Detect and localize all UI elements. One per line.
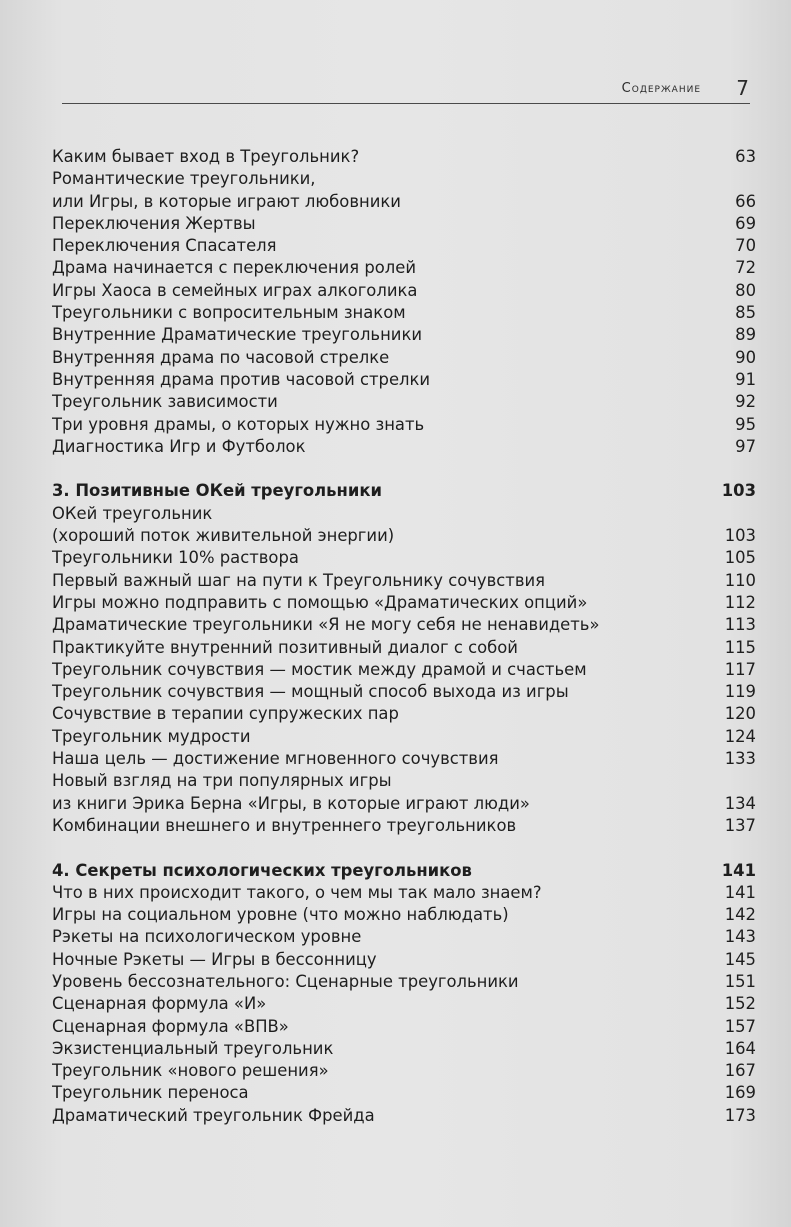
toc-entry-page: 91 (735, 369, 756, 389)
toc-entry-title: Треугольник мудрости (52, 726, 251, 746)
toc-entry-title: Наша цель — достижение мгновенного сочувствия (52, 749, 499, 769)
toc-chapter-heading (52, 480, 756, 502)
toc-entry-page: 142 (724, 905, 756, 925)
toc-entry (52, 1060, 756, 1082)
toc-entry-title: Ночные Рэкеты — Игры в бессонницу (52, 949, 377, 969)
toc-entry (52, 547, 756, 569)
toc-entry-title: Треугольник сочувствия — мостик между драмой и счастьем (52, 659, 587, 679)
toc-entry-page: 105 (724, 548, 756, 568)
toc-entry-title: Треугольник переноса (52, 1083, 249, 1103)
toc-entry-title: Треугольник «нового решения» (52, 1061, 329, 1081)
toc-entry (52, 703, 756, 725)
toc-entry (52, 168, 756, 190)
toc-entry (52, 436, 756, 458)
toc-entry-title: Треугольник сочувствия — мощный способ выхода из игры (52, 682, 569, 702)
toc-entry-title: Рэкеты на психологическом уровне (52, 927, 362, 947)
section-gap (52, 458, 756, 480)
toc-entry (52, 637, 756, 659)
toc-entry-page: 143 (724, 927, 756, 947)
toc-entry-title: Драматические треугольники «Я не могу себя не ненавидеть» (52, 615, 600, 635)
toc-entry-title: Три уровня драмы, о которых нужно знать (52, 414, 425, 434)
toc-entry-title: Треугольники 10% раствора (52, 548, 299, 568)
toc-entry-title: Треугольник зависимости (52, 392, 278, 412)
toc-entry (52, 1105, 756, 1127)
toc-entry-page: 115 (724, 637, 756, 657)
toc-entry-page: 110 (724, 570, 756, 590)
toc-entry-page: 95 (735, 414, 756, 434)
toc-entry-title: Игры на социальном уровне (что можно наблюдать) (52, 905, 509, 925)
toc-entry (52, 280, 756, 302)
toc-entry (52, 592, 756, 614)
toc-entry-page: 120 (724, 704, 756, 724)
page-header (0, 0, 791, 110)
toc-entry-page: 151 (724, 971, 756, 991)
toc-entry-page: 152 (724, 994, 756, 1014)
table-of-contents (52, 146, 756, 1127)
toc-entry (52, 302, 756, 324)
toc-entry-page: 134 (724, 793, 756, 813)
toc-entry-page: 137 (724, 815, 756, 835)
toc-entry (52, 770, 756, 792)
toc-entry-title: Драматический треугольник Фрейда (52, 1105, 375, 1125)
toc-entry (52, 904, 756, 926)
toc-entry-page: 157 (724, 1016, 756, 1036)
toc-entry (52, 993, 756, 1015)
running-head: Содержание (621, 81, 701, 96)
toc-chapter-page: 103 (721, 481, 756, 501)
toc-entry (52, 793, 756, 815)
toc-entry-page: 124 (724, 726, 756, 746)
toc-entry-page: 89 (735, 325, 756, 345)
toc-entry (52, 191, 756, 213)
toc-entry-page: 92 (735, 392, 756, 412)
header-rule (62, 103, 750, 104)
toc-entry-page: 141 (724, 882, 756, 902)
toc-entry (52, 726, 756, 748)
toc-entry-page: 117 (724, 659, 756, 679)
toc-entry-title: Уровень бессознательного: Сценарные треугольники (52, 971, 519, 991)
toc-entry-title: Каким бывает вход в Треугольник? (52, 147, 360, 166)
toc-entry (52, 949, 756, 971)
toc-entry-page: 80 (735, 280, 756, 300)
toc-entry (52, 1038, 756, 1060)
toc-entry-page: 112 (724, 592, 756, 612)
toc-entry (52, 1082, 756, 1104)
toc-entry (52, 235, 756, 257)
toc-entry-page: 103 (724, 526, 756, 546)
page-number: 7 (736, 76, 749, 100)
toc-entry-title: Практикуйте внутренний позитивный диалог с собой (52, 637, 518, 657)
toc-entry-page: 70 (735, 236, 756, 256)
toc-chapter-title: 4. Секреты психологических треугольников (52, 860, 472, 880)
toc-entry (52, 369, 756, 391)
toc-entry-page: 66 (735, 191, 756, 211)
toc-entry-title: Что в них происходит такого, о чем мы так мало знаем? (52, 882, 542, 902)
toc-entry (52, 748, 756, 770)
toc-entry-title: Комбинации внешнего и внутреннего треугольников (52, 815, 517, 835)
toc-entry (52, 1016, 756, 1038)
toc-entry-page: 97 (735, 436, 756, 456)
toc-entry (52, 815, 756, 837)
toc-entry (52, 257, 756, 279)
toc-entry-title: Внутренние Драматические треугольники (52, 325, 422, 345)
toc-entry-title: Внутренняя драма против часовой стрелки (52, 369, 431, 389)
toc-entry-page: 145 (724, 949, 756, 969)
toc-entry-title: Экзистенциальный треугольник (52, 1038, 334, 1058)
toc-entry-title: (хороший поток живительной энергии) (52, 526, 395, 546)
toc-entry (52, 681, 756, 703)
toc-entry-page: 164 (724, 1038, 756, 1058)
toc-entry-title: Внутренняя драма по часовой стрелке (52, 347, 390, 367)
toc-entry-title: Сценарная формула «ВПВ» (52, 1016, 289, 1036)
toc-entry (52, 213, 756, 235)
toc-entry (52, 882, 756, 904)
toc-chapter-page: 141 (721, 860, 756, 880)
toc-entry-title: Игры можно подправить с помощью «Драматических опций» (52, 592, 588, 612)
toc-entry-page: 85 (735, 303, 756, 323)
toc-entry-title: Переключения Жертвы (52, 213, 256, 233)
toc-entry-page: 90 (735, 347, 756, 367)
toc-entry-title: Романтические треугольники, (52, 169, 316, 189)
toc-entry (52, 926, 756, 948)
toc-entry (52, 503, 756, 525)
toc-chapter-title: 3. Позитивные ОКей треугольники (52, 481, 382, 501)
toc-entry-title: Сценарная формула «И» (52, 994, 267, 1014)
toc-entry (52, 659, 756, 681)
toc-entry (52, 570, 756, 592)
toc-entry (52, 414, 756, 436)
toc-entry (52, 614, 756, 636)
toc-entry-page: 119 (724, 682, 756, 702)
toc-entry-page: 133 (724, 749, 756, 769)
toc-chapter-heading (52, 860, 756, 882)
toc-entry-page: 72 (735, 258, 756, 278)
toc-entry (52, 391, 756, 413)
toc-entry-page: 63 (735, 147, 756, 166)
toc-entry (52, 146, 756, 168)
toc-entry-title: Игры Хаоса в семейных играх алкоголика (52, 280, 418, 300)
toc-entry-page: 173 (724, 1105, 756, 1125)
section-gap (52, 837, 756, 859)
toc-entry-title: или Игры, в которые играют любовники (52, 191, 401, 211)
toc-entry (52, 971, 756, 993)
toc-entry-page: 69 (735, 213, 756, 233)
toc-entry-title: из книги Эрика Берна «Игры, в которые играют люди» (52, 793, 530, 813)
toc-entry-page: 113 (724, 615, 756, 635)
toc-entry (52, 525, 756, 547)
toc-entry-page: 169 (724, 1083, 756, 1103)
toc-entry-title: Драма начинается с переключения ролей (52, 258, 416, 278)
toc-entry-title: Новый взгляд на три популярных игры (52, 771, 392, 791)
toc-entry-page: 167 (724, 1061, 756, 1081)
toc-entry-title: ОКей треугольник (52, 503, 213, 523)
toc-entry-title: Первый важный шаг на пути к Треугольнику сочувствия (52, 570, 546, 590)
toc-entry-title: Сочувствие в терапии супружеских пар (52, 704, 399, 724)
toc-entry (52, 324, 756, 346)
toc-entry-title: Переключения Спасателя (52, 236, 277, 256)
toc-entry (52, 347, 756, 369)
toc-entry-title: Треугольники с вопросительным знаком (52, 303, 406, 323)
toc-entry-title: Диагностика Игр и Футболок (52, 436, 306, 456)
